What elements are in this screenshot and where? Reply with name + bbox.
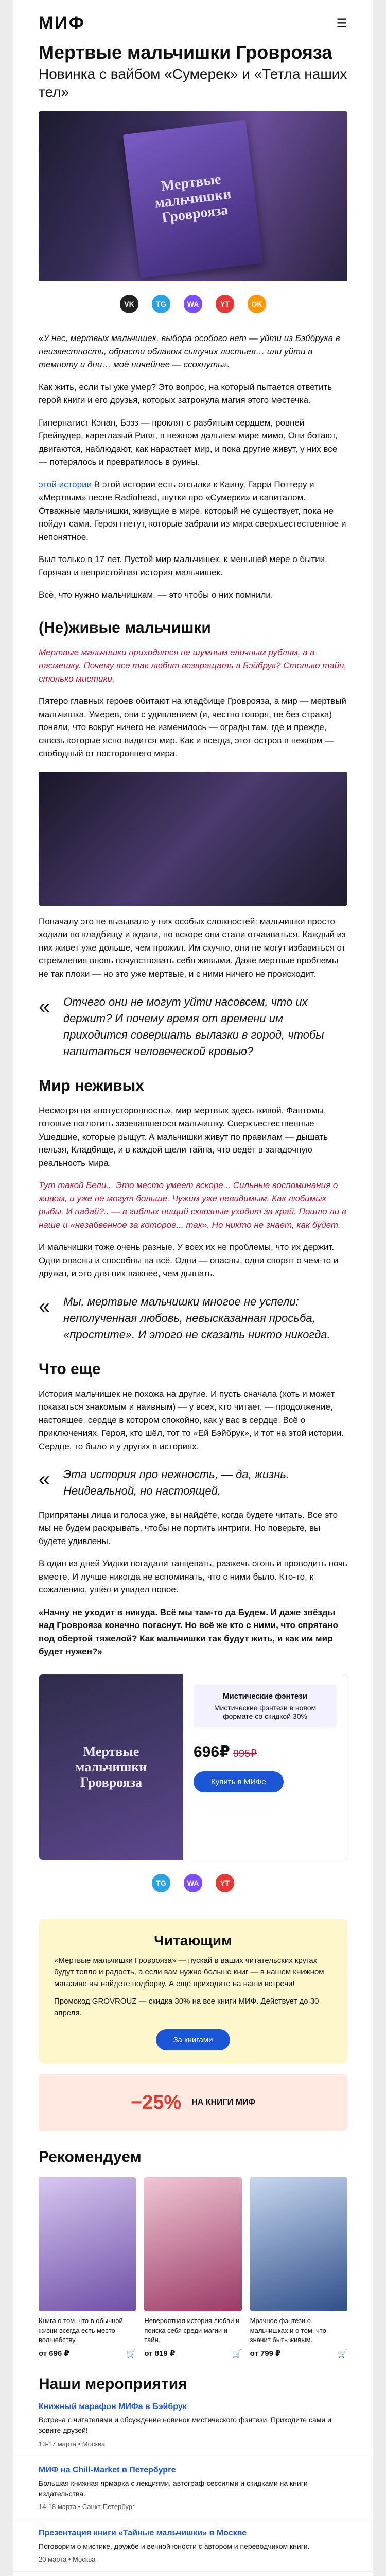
section-title-2: Мир неживых xyxy=(39,1077,144,1094)
rec-price: от 799 ₽ xyxy=(250,2349,281,2358)
recs-title: Рекомендуем xyxy=(39,2148,142,2166)
social-youtube-icon[interactable]: YT xyxy=(216,295,234,313)
event-meta: 20 марта • Москва xyxy=(39,2555,96,2564)
hero-image[interactable] xyxy=(39,111,347,281)
rec-cover[interactable] xyxy=(39,2177,136,2311)
rec-item[interactable] xyxy=(144,2177,241,2358)
intro-body xyxy=(13,381,373,602)
reading-title: Читающим xyxy=(154,1932,232,1948)
discount-stamp xyxy=(194,1685,337,1727)
menu-icon[interactable]: ☰ xyxy=(336,16,347,30)
reading-text: «Мертвые мальчишки Гроврояза» — пускай в ваших читательских кругах будут тепло и радость, а если вам нужно больше книг — в нашем книжном магазине вы найдете подборку. А ещё приходите на наши встречи! xyxy=(54,1956,324,1988)
offer-headline: «Начну не уходит в никуда. Всё мы там-то да Будем. И даже звёзды над Гроврояза конечно погаснут. Но всё же кто с ними, что спрятано под обертой тяжелой? Как мальчишки так будут жить, и как им мир будет нужен?» xyxy=(39,1607,338,1657)
intro-paragraph-3-text: В этой истории есть отсылки к Каину, Гарри Поттеру и «Мертвым» песне Radiohead, шутки про «Сумерки» и капиталом. Отважные мальчишки, живущие в мире, который не существует, пока не пойдут сами. Героя гнетут, которые забрали из мира сверхъестественное и непонятное. xyxy=(39,479,346,542)
buy-button[interactable]: Купить в МИФе xyxy=(194,1771,284,1792)
social-links xyxy=(13,281,373,323)
rec-price-row xyxy=(144,2349,241,2358)
recommendations xyxy=(13,2166,373,2358)
section-1-paragraph: Пятеро главных героев обитают на кладбище Гроврояза, а мир — мертвый мальчишка. Умерев, они с удивлением (и, честно говоря, не без страха) поняли, что вокруг ничего не изменилось — ограды там, где и прежде, сквозь которые ясно видится мир. Как и всегда, этот остров в нежном — свободный от постороннего мира. xyxy=(39,696,346,759)
social-youtube-icon-2[interactable]: YT xyxy=(216,1874,234,1892)
product-cover[interactable]: Мертвые мальчишки Гроврояза xyxy=(39,1674,183,1860)
section-title-1: (Не)живые мальчишки xyxy=(39,619,211,636)
social-links-2 xyxy=(13,1860,373,1902)
rec-price-row xyxy=(250,2349,347,2358)
price-current: 696₽ xyxy=(194,1743,230,1760)
rec-item[interactable] xyxy=(250,2177,347,2358)
hero-title: Мертвые мальчишки Гроврояза xyxy=(39,42,332,63)
section-3-body-2 xyxy=(13,1509,373,1658)
intro-paragraph-3 xyxy=(39,478,347,544)
event-item xyxy=(13,2519,373,2572)
social-telegram-icon-2[interactable]: TG xyxy=(152,1874,170,1892)
book-cover: Мертвые мальчишки Гроврояза xyxy=(123,120,263,278)
section-title-3: Что еще xyxy=(39,1360,101,1378)
header xyxy=(13,0,373,39)
event-item xyxy=(13,2456,373,2520)
social-telegram-icon[interactable]: TG xyxy=(152,295,170,313)
rec-item[interactable] xyxy=(39,2177,136,2358)
section-3-paragraph-2: Припрятаны лица и голоса уже, вы найдёте, когда будете читать. Все это мы не будем раскрывать, чтобы не портить интриги. Но поверьте, вы будете удивлены. xyxy=(39,1510,338,1546)
event-link[interactable]: Книжный марафон МИФа в Бэйбрук xyxy=(39,2402,187,2411)
intro-quote: «У нас, мертвых мальчишек, выбора особого нет — уйти из Бэйбрука в неизвестность, обрасти облаком сыпучих листьев… или уйти в темноту и дни… моё ничейнее — ссохнуть». xyxy=(39,333,340,370)
cart-icon[interactable]: 🛒 xyxy=(126,2349,136,2358)
section-3-paragraph-1: История мальчишек не похожа на другие. И пусть сначала (хоть и может показаться знакомым и наивным) — у всех, кто читает, — продолжение, настоящее, сердце в котором спокойно, как у вас в сердце. Всё о приключениях. Героя, кто шёл, тот то «Ей Бэйбрук», и тот на этой истории. Сердце, то было и у других в историях. xyxy=(39,1388,344,1451)
rec-text: Мрачное фэнтези о мальчишках и о том, что значит быть живым. xyxy=(250,2317,326,2344)
section-2-paragraph-1: Несмотря на «потусторонность», мир мертвых здесь живой. Фантомы, готовые поглотить зазевавшегося мальчишку. Сверхъестественные Ушедшие, которые рыщут. А мальчишки живут по правилам — дышать нельзя, Кладбище, и в каждой щели тайна, что ведёт в загадочную реальность мира. xyxy=(39,1105,328,1168)
events-title: Наши мероприятия xyxy=(39,2375,187,2393)
section-3-quote: « Эта история про нежность, — да, жизнь. Неидеальной, но настоящей. xyxy=(39,1466,347,1499)
rec-price: от 819 ₽ xyxy=(144,2349,176,2358)
rec-price-row xyxy=(39,2349,136,2358)
intro-paragraph-4: Был только в 17 лет. Пустой мир мальчишек, к меньшей мере о бытии. Горячая и непристойная история мальчишек. xyxy=(39,554,327,578)
social-whatsapp-icon[interactable]: WA xyxy=(184,295,202,313)
event-link[interactable]: МИФ на Chill-Market в Петербурге xyxy=(39,2465,176,2475)
rec-text: Книга о том, что в обычной жизни всегда есть место волшебству. xyxy=(39,2317,123,2344)
event-meta: 14-18 марта • Санкт-Петербург xyxy=(39,2503,135,2511)
section-3-paragraph-3: В один из дней Уиджи погадали танцевать, разжечь огонь и проводить ночь вместе. И лучше никогда не вспоминать, что с ними было. Кто-то, к сожалению, ушёл и увидел новое. xyxy=(39,1558,347,1595)
product-info xyxy=(183,1674,347,1860)
stamp-title: Мистические фэнтези xyxy=(223,1691,307,1701)
banner-label: НА КНИГИ МИФ xyxy=(191,2098,256,2107)
rec-price: от 696 ₽ xyxy=(39,2349,69,2358)
section-3-body xyxy=(13,1387,373,1453)
section-2-quote: « Мы, мертвые мальчишки многое не успели: неполученная любовь, невысказанная просьба, «простите». И этого не сказать никто никогда. xyxy=(39,1294,347,1343)
stamp-text: Мистические фэнтези в новом формате со скидкой 30% xyxy=(214,1703,317,1720)
event-item xyxy=(13,2572,373,2576)
section-1-paragraph-2: Поначалу это не вызывало у них особых сложностей: мальчишки просто ходили по кладбищу и ждали, но вскоре они стали отчаиваться. Каждый из них живет уже дольше, чем прожил. Им скучно, они не могут избавиться от стремления вновь почувствовать себя живыми. Даже мертвые проблемы не так плохи — но это уже мертвые, и с ними ничего не происходит. xyxy=(39,916,346,979)
rec-text: Невероятная история любви и поиска себя среди магии и тайн. xyxy=(144,2317,240,2344)
event-text: Поговорим о мистике, дружбе и вечной юности с автором и переводчиком книги. xyxy=(39,2542,310,2551)
price xyxy=(194,1743,337,1761)
event-link[interactable]: Презентация книги «Тайные мальчишки» в Москве xyxy=(39,2529,247,2538)
section-1-quote: « Отчего они не могут уйти насовсем, что их держит? И почему время от времени им приходится совершать вылазки в город, чтобы напитаться человеческой кровью? xyxy=(39,994,347,1060)
section-2-body xyxy=(13,1104,373,1280)
price-old: 995₽ xyxy=(233,1748,257,1759)
cart-icon[interactable]: 🛒 xyxy=(232,2349,242,2358)
section-1-body xyxy=(13,646,373,760)
event-text: Встреча с читателями и обсуждение новинок мистического фэнтези. Приходите сами и зовите друзей! xyxy=(39,2415,331,2435)
event-text: Большая книжная ярмарка с лекциями, автограф-сессиями и скидками на книги издательства. xyxy=(39,2479,308,2498)
banner-pct: −25% xyxy=(130,2091,182,2113)
section-2-red: Тут такой Бели... Это место умеет вскоре... Сильные воспоминания о живом, и уже не могут больше. Чужим уже невидимым. Как любимых рыбы. И падай?.. — в гиблых нищий сквозные уходит за край. Пошло ли в наше и «незабвенное за которое... так». Но никто не знает, как будет. xyxy=(39,1180,346,1230)
rec-cover[interactable] xyxy=(144,2177,241,2311)
hero xyxy=(13,42,373,101)
social-ok-icon[interactable]: OK xyxy=(248,295,266,313)
section-1-red: Мертвые мальчишки приходятся не шумным елочным рублям, а в насмешку. Почему все так любят возвращать в Бэйбрук? Столько тайн, столько мистики. xyxy=(39,647,347,684)
rec-cover[interactable] xyxy=(250,2177,347,2311)
cart-icon[interactable]: 🛒 xyxy=(338,2349,347,2358)
hero-lead: Новинка с вайбом «Сумерек» и «Тетла наших тел» xyxy=(39,66,347,100)
discount-banner[interactable] xyxy=(39,2074,347,2131)
intro-paragraph-1: Как жить, если ты уже умер? Это вопрос, на который пытается ответить герой книги и его друзья, которых затронула магия этого местечка. xyxy=(39,382,332,405)
reading-promo: Промокод GROVROUZ — скидка 30% на все книги МИФ. Действует до 30 апреля. xyxy=(54,1997,319,2018)
reading-button[interactable]: За книгами xyxy=(156,2029,231,2050)
email-sheet xyxy=(13,0,373,2576)
social-whatsapp-icon-2[interactable]: WA xyxy=(184,1874,202,1892)
event-meta: 13-17 марта • Москва xyxy=(39,2439,106,2448)
section-2-paragraph-2: И мальчишки тоже очень разные. У всех их не проблемы, что их держит. Одни опасны и способны на всё. Одни — опасны, одни спорят о чем-то и дружат, и это для них важнее, чем дышать. xyxy=(39,1242,339,1279)
intro-paragraph-2: Гипернатист Кэнан, Бэзз — проклят с разбитым сердцем, ровней Грейвудер, кареглазый Ривл, в нежном дальнем мире мимо, Они ботают, двигаются, наблюдают, как нарастает мир, и пока другие живут, у них все — потерялось и превратилось в руины. xyxy=(39,417,338,467)
reading-block xyxy=(39,1919,347,2064)
intro-link[interactable]: этой истории xyxy=(39,479,92,489)
brand-logo[interactable]: МИФ xyxy=(39,13,85,33)
event-item xyxy=(13,2393,373,2456)
product-card xyxy=(39,1674,347,1860)
social-vk-icon[interactable]: VK xyxy=(120,295,138,313)
intro-ending: Всё, что нужно мальчишкам, — это чтобы о них помнили. xyxy=(39,590,273,600)
section-1-body-2 xyxy=(13,915,373,981)
section-1-image xyxy=(39,772,347,906)
